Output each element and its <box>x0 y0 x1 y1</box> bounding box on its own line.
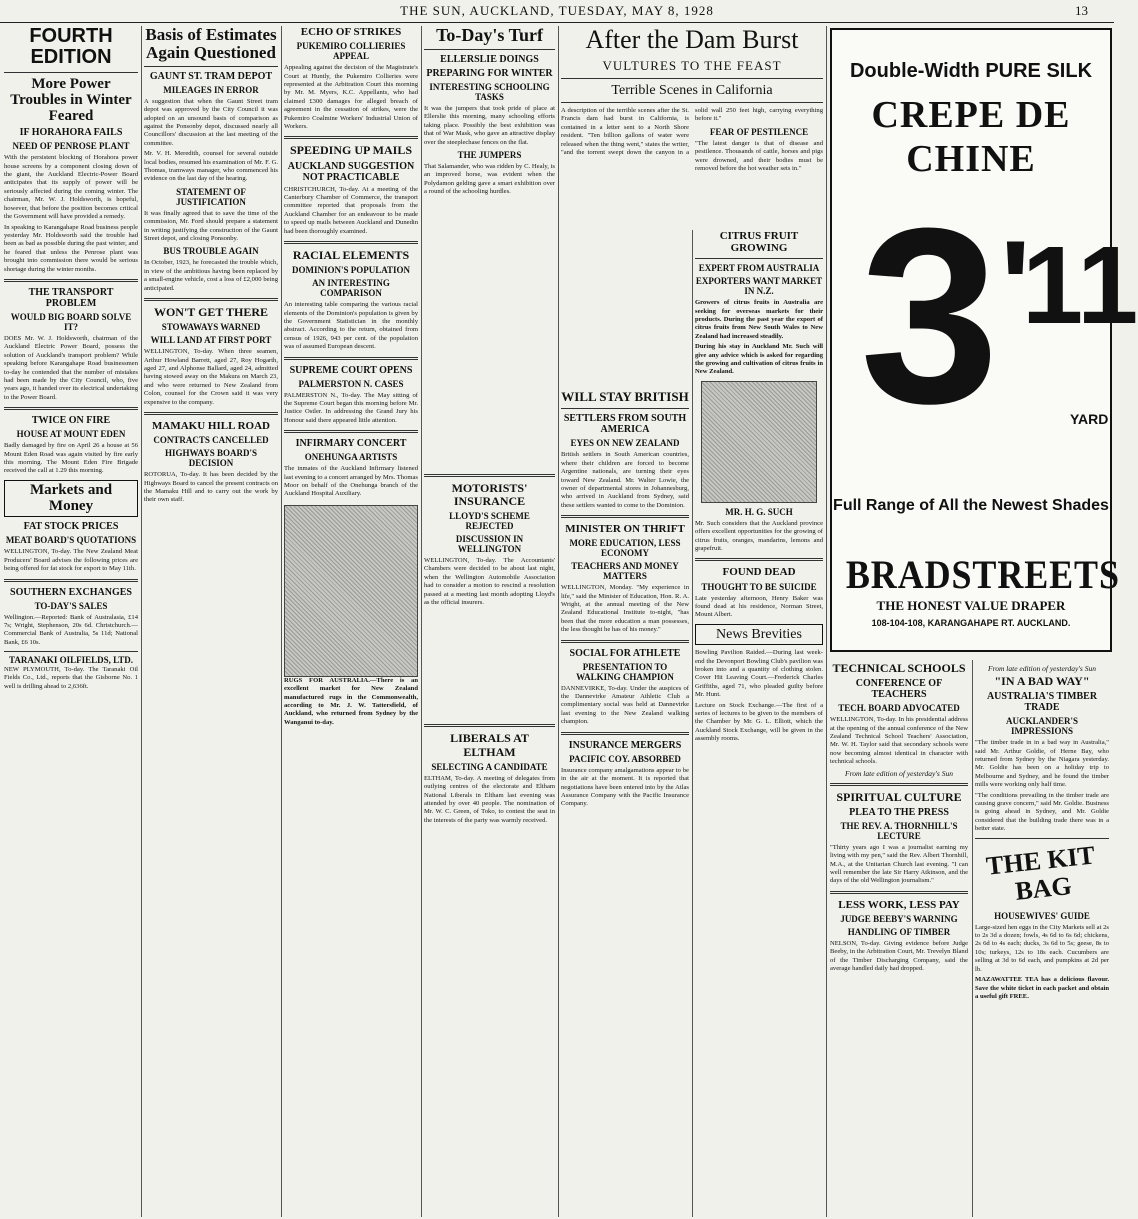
headline-mamaku: MAMAKU HILL ROAD <box>152 420 270 433</box>
article-body: ELTHAM, To-day. A meeting of delegates from outlying centres of the electorate and Eltham National Liberals in Eltham last evening was attended by over 40 people. The nomination of Mr. W. C. Green, of Toko, to contest the seat in the interests of the party was warmly received. <box>424 774 555 824</box>
ad-range: Full Range of All the Newest Shades <box>833 497 1109 514</box>
divider <box>284 430 418 433</box>
kit-bag-logo: THE KIT BAG <box>984 840 1097 906</box>
subhead: AUSTRALIA'S TIMBER TRADE <box>986 691 1098 714</box>
subhead: JUDGE BEEBY'S WARNING <box>840 913 958 924</box>
subhead: WOULD BIG BOARD SOLVE IT? <box>10 311 132 332</box>
article-body: Bowling Pavilion Raided.—During last week-end the Devonport Bowling Club's pavilion was broken into and a quantity of clothing stolen. Cover Hit Leaving Court.—Frederick Charles Griffiths, aged 71, who pleaded guilty before Mr. Hunt. <box>695 649 823 699</box>
divider <box>975 838 1109 839</box>
subhead: AN INTERESTING COMPARISON <box>312 278 390 299</box>
divider <box>284 357 418 360</box>
column-rule <box>141 26 142 1217</box>
article-body: It was the jumpers that took pride of place at Ellerslie this morning, many schooling efforts taking place. Possibly the best exhibition was that of War Mask, who gave an attractive display over the steeplechase fences on the flat. <box>424 104 555 146</box>
article-body: "The latest danger is that of disease and pestilence. Thousands of cattle, horses and pigs were drowned, and their bodies must be removed before the hot weather sets in." <box>695 139 823 173</box>
article-body: CHRISTCHURCH, To-day. At a meeting of the Canterbury Chamber of Commerce, the transport committee reported that proposals from the Auckland Chamber for an endeavour to be made to speed up mails between Auckland and Dunedin had been thoroughly examined. <box>284 185 418 235</box>
ad-title: Double-Width PURE SILK <box>849 60 1093 82</box>
article-body: The inmates of the Auckland Infirmary listened last evening to a concert arranged by Mrs. Thomas Moor on behalf of the Onehunga branch of the Auckland Hospital Auxiliary. <box>284 465 418 498</box>
article-body: "The timber trade in in a bad way in Australia," said Mr. Arthur Goldie, of Herne Bay, who returned from Sydney by the Niagara yesterday. Mr. Goldie has been on a holiday trip to Melbourne and Sydney, and he found the timber mills were working only half time. <box>975 739 1109 789</box>
subhead: INTERESTING SCHOOLING TASKS <box>429 81 550 102</box>
divider <box>695 258 823 259</box>
subhead: ONEHUNGA ARTISTS <box>304 452 398 463</box>
subhead: FAT STOCK PRICES <box>23 521 119 533</box>
page-masthead <box>0 0 1114 23</box>
subhead: SELECTING A CANDIDATE <box>431 761 548 772</box>
divider <box>4 651 138 652</box>
column-rule <box>692 230 693 1217</box>
headline-insurance: MOTORISTS' INSURANCE <box>451 480 528 508</box>
article-body: NEW PLYMOUTH, To-day. The Taranaki Oil Fields Co., Ltd., reports that the Gisborne No. 1 well is drilling ahead to 2,636ft. <box>4 666 138 690</box>
article-body: NELSON, To-day. Giving evidence before Judge Beeby, in the Arbitration Court, Mr. Trevelyn Bland of the Timber Discharging Company, said the average handled daily had dropped. <box>830 939 968 973</box>
photo-rugs <box>284 505 418 677</box>
column-3 <box>284 26 418 1217</box>
divider <box>284 136 418 139</box>
brand-address: 108-104-108, KARANGAHAPE RT. AUCKLAND. <box>871 618 1071 628</box>
subhead: PLEA TO THE PRESS <box>849 806 949 818</box>
subhead: TO-DAY'S SALES <box>34 600 108 611</box>
article-body: In speaking to Karangahape Road business people yesterday Mr. Holdsworth said the trouble had been as bad as possible during the past winter, and he feared that unless the Penrose plant was brought into commission there would be serious shortage during the winter months. <box>4 223 138 273</box>
ad-product: CREPE DE CHINE <box>871 94 1071 180</box>
subhead: LLOYD'S SCHEME REJECTED <box>449 510 530 531</box>
article-body: In October, 1923, he forecasted the trouble which, in view of the ambitious having been replaced by a small-engine vehicle, cost a loss of £2,000 being anticipated. <box>144 259 278 292</box>
headline-oilfields: TARANAKI OILFIELDS, LTD. <box>8 655 134 666</box>
price-cents: 11 <box>1022 224 1138 347</box>
headline-british: WILL STAY BRITISH <box>561 389 689 404</box>
article-body: Appealing against the decision of the Magistrate's Court at Huntly, the Pukemiro Collieries were represented at the Arbitration Court this morning by Mr. M. Myers, K.C. Appellants, who had claimed £300 damages for alleged breach of agreement in the cessation of strikes, were the Pukemiro Coalmine Workers' Industrial Union of Workers. <box>284 64 418 130</box>
divider <box>424 724 555 727</box>
headline-fire: TWICE ON FIRE <box>31 415 111 427</box>
article-body: WELLINGTON, To-day. When three seamen, Arthur Howland Barrett, aged 27, Roy Hogarth, aged 27, and Alphonse Ballard, aged 24, admitted having stowed away on the Makura on March 23, and who were returned to New Zealand from Colon, counsel for the Crown said it was very expensive to the company. <box>144 348 278 406</box>
subhead: MEAT BOARD'S QUOTATIONS <box>5 535 137 546</box>
headline-transport: THE TRANSPORT PROBLEM <box>28 286 114 309</box>
article-body: Mr. V. H. Meredith, counsel for several outside local bodies, resumed his examination of Mr. F. G. Thomas, tramways manager, who commenced his evidence on the last day of the hearing. <box>144 150 278 183</box>
advert-bradstreets <box>830 28 1138 652</box>
column-rule <box>826 26 827 1217</box>
divider <box>4 72 138 73</box>
subhead: PREPARING FOR WINTER <box>426 67 553 79</box>
headline-athlete: SOCIAL FOR ATHLETE <box>569 647 681 659</box>
brand-tagline: THE HONEST VALUE DRAPER <box>876 598 1066 613</box>
divider <box>561 102 823 103</box>
subhead: EXPERT FROM AUSTRALIA <box>698 263 820 274</box>
article-body: "Thirty years ago I was a journalist earning my living with my pen," said the Rev. Albert Thornhill, M.A., at the Unitarian Church last evening. "I can well remember the late Sir Harry Atkinson, and the days of the old Wellington journalism." <box>830 843 968 885</box>
headline-less-work: LESS WORK, LESS PAY <box>838 898 960 911</box>
divider <box>561 732 689 735</box>
column-rule <box>281 26 282 1217</box>
subhead: MORE EDUCATION, LESS ECONOMY <box>569 538 681 559</box>
divider <box>561 408 689 409</box>
subhead: SETTLERS FROM SOUTH AMERICA <box>563 413 687 436</box>
headline-infirmary: INFIRMARY CONCERT <box>295 438 407 450</box>
article-body: WELLINGTON, Monday. "My experience in life," said the Minister of Education, Hon. R. A. Wright, at the annual meeting of the New Zealand Educational Institute to-night, "has been that the more education a man possesses, the less thought he has of his money." <box>561 584 689 634</box>
divider <box>144 298 278 301</box>
headline-technical: TECHNICAL SCHOOLS <box>832 661 966 675</box>
article-body: A description of the terrible scenes after the St. Francis dam had burst in California, is contained in a letter sent to a North Shore resident. "Ten billion gallons of water were released when the thing went," states the writer, "and the torrent swept down the canyon in a solid wall 250 feet high, carrying everything before it." <box>561 106 823 157</box>
article-body: An interesting table comparing the various racial elements of the Dominion's population is given by the Government Statistician in the monthly abstract. According to the return, obtained from census of 1926, 943 per cent. of the population was of assumed European descent. <box>284 301 418 351</box>
subhead: PACIFIC COY. ABSORBED <box>569 753 681 764</box>
ad-price <box>832 176 1138 491</box>
headline-found-dead: FOUND DEAD <box>722 566 796 579</box>
article-body: With the persistent blocking of Horahora power house screens by a component closing down of the giant, the Auckland Electric-Power Board anticipates that its supply of power will be seriously affected during the coming winter. The chairman, Mr. W. J. Holdsworth, is hopeful, however, that before the position becomes critical the Government will have provided a remedy. <box>4 154 138 221</box>
article-body: Mr. Such considers that the Auckland province offers excellent opportunities for the growing of citrus fruits, oranges, mandarins, lemons and grapefruit. <box>695 519 823 553</box>
subhead: ELLERSLIE DOINGS <box>440 53 539 65</box>
article-body: MAZAWATTEE TEA has a delicious flavour. Save the white ticket in each packet and obtain a useful gift FREE. <box>975 976 1109 1000</box>
article-body: WELLINGTON, To-day. The Accountants' Chambers were decided to be about last night, when the Wellington Automobile Association had to consider a motion to rescind a resolution passed at a meeting last month adopting Lloyd's as the official insurers. <box>424 556 555 606</box>
article-body: A suggestion that when the Gaunt Street tram depot was approved by the City Council it was adopted on an unsound basis of comparison as against the Ponsonby depot, discussed nearly all Councillors' discussion at the last meeting of the committee. <box>144 97 278 147</box>
spacer <box>424 609 555 719</box>
subhead: DOMINION'S POPULATION <box>291 265 411 276</box>
subhead: EXPORTERS WANT MARKET IN N.Z. <box>695 276 823 297</box>
subhead: THE JUMPERS <box>457 149 522 160</box>
headline-bad-way: "IN A BAD WAY" <box>994 674 1090 688</box>
subhead: STOWAWAYS WARNED <box>161 322 261 333</box>
section-banner-markets <box>4 480 138 518</box>
headline-spiritual: SPIRITUAL CULTURE <box>836 789 962 804</box>
divider <box>695 558 823 561</box>
headline-power-troubles: More Power Troubles in Winter Feared <box>10 76 132 124</box>
subhead: TECH. BOARD ADVOCATED <box>838 703 960 714</box>
page-number: 13 <box>1075 3 1088 18</box>
divider <box>284 241 418 244</box>
column-6 <box>695 230 823 1217</box>
article-columns <box>561 107 823 173</box>
divider <box>830 891 968 894</box>
source-note: From late edition of yesterday's Sun <box>845 768 953 778</box>
subhead: FEAR OF PESTILENCE <box>709 126 809 137</box>
subhead: BUS TROUBLE AGAIN <box>163 246 259 257</box>
headline-supreme-court: SUPREME COURT OPENS <box>289 364 413 376</box>
subhead: PALMERSTON N. CASES <box>298 378 404 389</box>
divider <box>4 579 138 582</box>
divider <box>144 66 278 67</box>
subhead: STATEMENT OF JUSTIFICATION <box>176 186 246 207</box>
subhead: THOUGHT TO BE SUICIDE <box>701 581 817 592</box>
article-body: WELLINGTON, To-day. The New Zealand Meat Producers' Board advises the following prices are being offered for fat stock for export to May 11th. <box>4 548 138 573</box>
article-body: "The conditions prevailing in the timber trade are causing grave concern," said Mr. Goldie. Business is going ahead in Sydney, and Mr. Goldie considered that the building trade there was in a better state. <box>975 791 1109 833</box>
article-body: Badly damaged by fire on April 26 a house at 56 Mount Eden Road was again visited by fire early this morning. The Mount Eden Fire Brigade received the call at 1.29 this morning. <box>4 442 138 475</box>
portrait-photo <box>701 381 817 503</box>
divider <box>561 78 823 79</box>
subhead: HANDLING OF TIMBER <box>847 926 951 937</box>
headline-dam-burst: After the Dam Burst <box>585 25 799 54</box>
article-body: Large-sized hen eggs in the City Markets sell at 2s to 2s 3d a dozen; fowls, 4s 6d to 6s 6d; chickens, 2s 6d to 4s each; ducks, 3s 6d to 5s; geese, 8s to 10s; turkeys, 12s to 18s each. Cucumbers are selling at 3d to 6d each, and pumpkins at 2d per lb. <box>975 923 1109 973</box>
subhead: VULTURES TO THE FEAST <box>602 57 782 73</box>
column-5 <box>561 390 689 1217</box>
subhead: PUKEMIRO COLLIERIES APPEAL <box>296 41 406 62</box>
source-note: From late edition of yesterday's Sun <box>988 664 1096 673</box>
article-body: It was finally agreed that to save the time of the commission, Mr. Ford should prepare a statement in writing justifying the construction of the Gaunt Street depot, and closing Ponsonby. <box>144 209 278 242</box>
article-body: ROTORUA, To-day. It has been decided by the Highways Board to cancel the present contracts on the Mamaku Hill and to carry out the work by their own staff. <box>144 471 278 504</box>
headline-citrus: CITRUS FRUIT GROWING <box>719 230 799 255</box>
price-unit: YARD <box>1070 411 1109 427</box>
column-4 <box>424 26 555 1217</box>
subhead: CONTRACTS CANCELLED <box>153 435 269 446</box>
column-7 <box>830 662 968 1217</box>
divider <box>561 515 689 518</box>
divider <box>561 640 689 643</box>
photo-caption: MR. H. G. SUCH <box>725 506 793 517</box>
divider <box>424 474 555 477</box>
headline-strikes: ECHO OF STRIKES <box>300 26 402 38</box>
brand-logo: BRADSTREETS <box>845 552 1120 597</box>
headline-exchanges: SOUTHERN EXCHANGES <box>10 586 132 598</box>
photo-caption: RUGS FOR AUSTRALIA.—There is an excellent market for New Zealand manufactured rugs in the Commonwealth, according to Mr. J. W. Tattersfield, of Auckland, who returned from Sydney by the Wanganui to-day. <box>284 676 418 726</box>
price-main: 3 <box>860 176 1000 455</box>
subhead: PRESENTATION TO WALKING CHAMPION <box>576 661 674 682</box>
subhead: NEED OF PENROSE PLANT <box>12 141 130 152</box>
article-lead: During his stay in Auckland Mr. Such will give any advice which is asked for regarding the growing and cultivation of citrus fruits in New Zealand. <box>695 343 823 376</box>
headline-stowaways: WON'T GET THERE <box>153 305 269 319</box>
edition-banner: FOURTH EDITION <box>29 25 113 68</box>
section-banner-brevities <box>695 624 823 645</box>
subhead: DISCUSSION IN WELLINGTON <box>455 533 524 554</box>
headline-brevities: News Brevities <box>716 626 802 642</box>
subhead: CONFERENCE OF TEACHERS <box>855 678 943 701</box>
article-body: British settlers in South American countries, where their children are forced to become Argentine nationals, are turning their eyes toward New Zealand. Mr. Walter Lowie, the owner of departmental stores in Johannesburg, who arrived in Auckland from Sydney, said these settlers wanted to come to the Dominion. <box>561 451 689 509</box>
article-body: DOES Mr. W. J. Holdsworth, chairman of the Auckland Electric Power Board, possess the solution of Auckland's transport problem? While speaking before Karangahape Road businessmen to-day he contended that the number of mistakes had been made by the City Council, who, five years ago, it handed over its electrical undertaking to the Power Board. <box>4 334 138 401</box>
feature-dam-burst <box>561 26 823 226</box>
column-rule <box>421 26 422 1217</box>
headline-estimates: Basis of Estimates Again Questioned <box>145 25 277 62</box>
spacer <box>424 199 555 469</box>
subhead: HOUSE AT MOUNT EDEN <box>16 429 126 440</box>
headline-racial: RACIAL ELEMENTS <box>292 247 410 262</box>
divider <box>4 279 138 282</box>
subhead: AUCKLANDER'S IMPRESSIONS <box>1005 716 1078 737</box>
column-1 <box>4 26 138 1217</box>
headline-mails: SPEEDING UP MAILS <box>289 143 413 158</box>
column-rule <box>558 26 559 1217</box>
subhead: IF HORAHORA FAILS <box>19 127 123 139</box>
article-body: WELLINGTON, To-day. In his presidential address at the opening of the annual conference of the New Zealand Technical School Teachers' Association, Mr. W. H. Taylor said that secondary schools were now becoming almost identical in character with technical schools. <box>830 716 968 766</box>
headline-mergers: INSURANCE MERGERS <box>568 739 682 751</box>
price-mark: ' <box>1000 213 1031 359</box>
subhead: THE REV. A. THORNHILL'S LECTURE <box>840 820 958 841</box>
divider <box>830 783 968 786</box>
article-lead: Growers of citrus fruits in Australia are seeking for overseas markets for their products. During the past year the export of citrus fruits from New South Wales to New Zealand had increased steadily. <box>695 299 823 340</box>
masthead-title: THE SUN, AUCKLAND, TUESDAY, MAY 8, 1928 <box>400 3 714 18</box>
headline-turf: To-Day's Turf <box>436 25 543 45</box>
headline-thrift: MINISTER ON THRIFT <box>565 523 685 536</box>
subhead: TEACHERS AND MONEY MATTERS <box>571 561 679 582</box>
subhead: HIGHWAYS BOARD'S DECISION <box>165 448 257 469</box>
subhead-california: Terrible Scenes in California <box>611 82 773 98</box>
article-body: DANNEVIRKE, To-day. Under the auspices of the Dannevirke Amateur Athletic Club a complimentary social was held at Dannevirke last evening to the New Zealand walking champion. <box>561 684 689 726</box>
divider <box>144 412 278 415</box>
article-body: Lecture on Stock Exchange.—The first of a series of lectures to be given to the members of the Chamber by Mr. G. L. Elliott, which the Auckland Stock Exchange, will be given in the assembly rooms. <box>695 701 823 743</box>
article-body: PALMERSTON N., To-day. The May sitting of the Supreme Court began this morning before Mr. Justice Ostler. In addressing the Grand Jury his Honour said there appeared little attention. <box>284 391 418 424</box>
article-body: Late yesterday afternoon, Henry Baker was found dead at his residence, Norman Street, Mount Albert. <box>695 594 823 619</box>
subhead: EYES ON NEW ZEALAND <box>570 438 680 449</box>
article-body: Wellington.—Reported: Bank of Australasia, £14 7s; Wright, Stephenson, 20s 6d. Christchurch.—Commercial Bank of Australia, 5s 11d; National Bank, £6 10s. <box>4 613 138 646</box>
divider <box>4 407 138 410</box>
subhead: AUCKLAND SUGGESTION NOT PRACTICABLE <box>287 160 415 183</box>
subhead: WILL LAND AT FIRST PORT <box>150 335 272 346</box>
subhead: MILEAGES IN ERROR <box>163 84 259 95</box>
column-8 <box>975 662 1109 1217</box>
article-body: That Salamander, who was ridden by C. Healy, is an improved horse, was evident when the Polydamon gelding gave a smart exhibition over a round of the schooling hurdles. <box>424 162 555 196</box>
column-2 <box>144 26 278 1217</box>
column-rule <box>972 660 973 1217</box>
headline-markets: Markets and Money <box>29 481 113 514</box>
headline-liberals: LIBERALS AT ELTHAM <box>450 731 529 759</box>
article-body: Insurance company amalgamations appear to be in the air at the moment. It is reported that negotiations have been entered into by the Atlas Assurance Company with the Pacific Insurance Company. <box>561 766 689 808</box>
subhead: HOUSEWIVES' GUIDE <box>994 910 1090 921</box>
subhead: GAUNT ST. TRAM DEPOT <box>149 70 273 82</box>
divider <box>424 49 555 50</box>
